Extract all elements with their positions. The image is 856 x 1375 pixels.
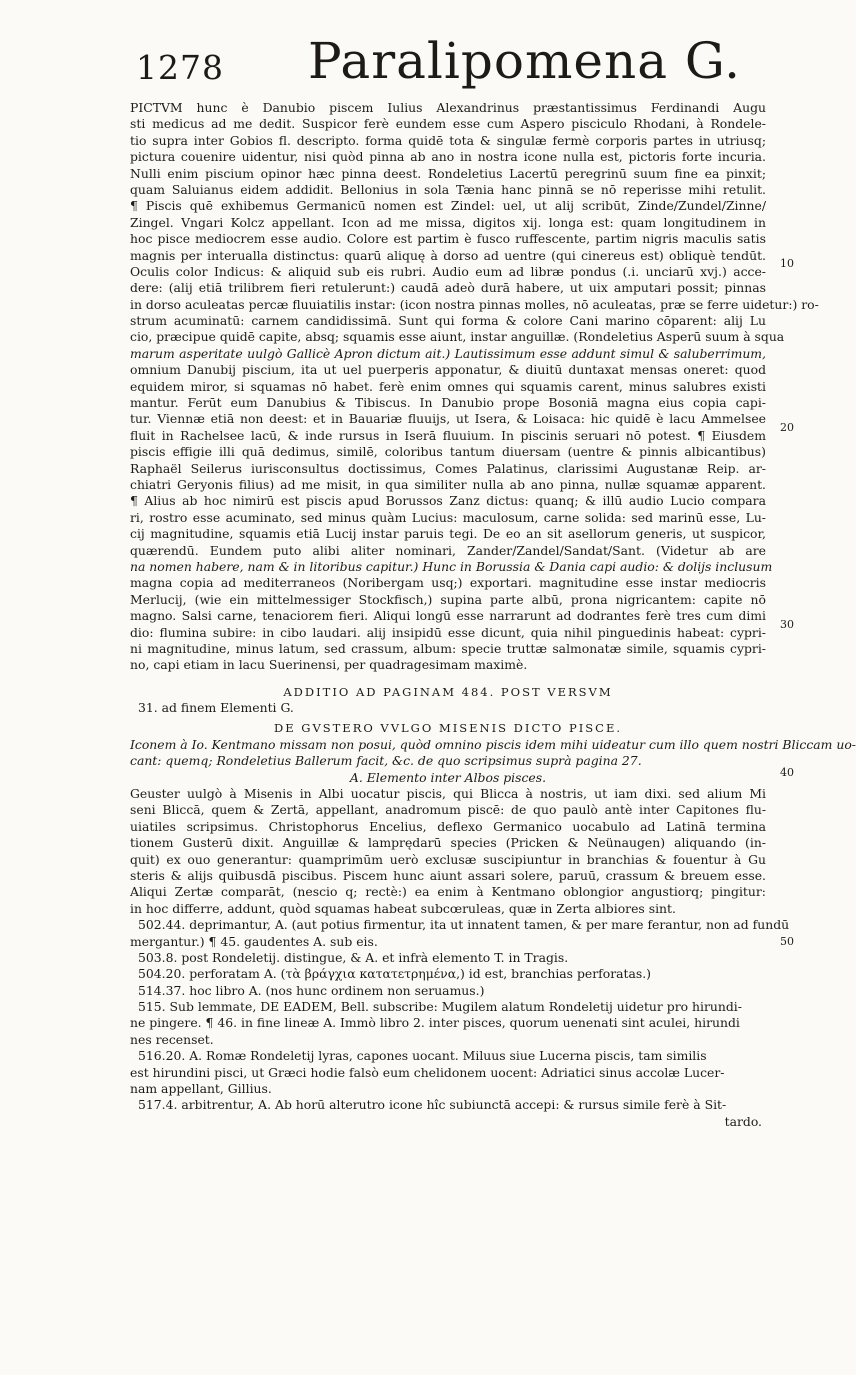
note-line: 515. Sub lemmate, DE EADEM, Bell. subscribe: Mugilem alatum Rondeletij uidetur pro hirundi- [138, 999, 742, 1015]
text-line: marum asperitate uulgò Gallicè Apron dictum ait.) Lautissimum esse addunt simul & saluberrimum, [130, 345, 766, 361]
text-line: tio supra inter Gobios fl. descripto. forma quidē tota & singulæ fermè corporis partes in utriusq; [130, 132, 766, 148]
text-line: magna copia ad mediterraneos (Noribergam usq;) exportari. magnitudine esse instar mediocris [130, 575, 766, 591]
page-number: 1278 [136, 48, 224, 87]
text-line: mantur. Ferūt eum Danubius & Tibiscus. In Danubio prope Bosoniā magna eius copia capi- [130, 395, 766, 411]
text-line: pictura couenire uidentur, nisi quòd pinna ab ano in nostra icone nulla est, pictoris forte incuria. [130, 149, 766, 165]
note-line: mergantur.) ¶ 45. gaudentes A. sub eis. [130, 933, 378, 949]
text-line: dere: (alij etiā trilibrem fieri retulerunt:) caudā adeò durā habere, ut uix amputari possit; pinnas [130, 280, 766, 296]
note-line: 504.20. perforatam A. (τὰ βράγχια κατατετρημένα,) id est, branchias perforatas.) [138, 966, 652, 982]
text-line: Geuster uulgò à Misenis in Albi uocatur piscis, qui Blicca à nostris, ut iam dixi. sed alium Mi [130, 786, 766, 802]
note-line: 516.20. A. Romæ Rondeletij lyras, capones uocant. Miluus siue Lucerna piscis, tam similis [138, 1048, 707, 1064]
margin-number: 40 [780, 766, 794, 779]
text-line: Zingel. Vngari Kolcz appellant. Icon ad me missa, digitos xij. longa est: quam longitudinem in [130, 214, 766, 230]
note-line: 503.8. post Rondeletij. distingue, & A. et infrà elemento T. in Tragis. [138, 949, 569, 965]
page-header [136, 32, 760, 98]
text-line: piscis effigie illi quā dedimus, similē, coloribus tantum diuersam (uentre & pinnis albicantibus) [130, 444, 766, 460]
text-line: ¶ Piscis quē exhibemus Germanicū nomen est Zindel: uel, ut alij scribūt, Zinde/Zundel/Zinne/ [130, 198, 766, 214]
text-line: Nulli enim piscium opinor hæc pinna deest. Rondeletius Lacertū peregrinū suum fine ea pinxit; [130, 165, 766, 181]
margin-number: 30 [780, 618, 794, 631]
text-line: quit) ex ouo generantur: quamprimūm uerò exclusæ suscipiuntur in branchias & fouentur à Gu [130, 851, 766, 867]
text-line: magnis per interualla distinctus: quarū aliquę à dorso ad uentre (qui cinereus est) obliquè tendūt. [130, 247, 766, 263]
margin-number: 10 [780, 257, 794, 270]
text-line: equidem miror, si squamas nō habet. ferè enim omnes qui squamis carent, minus salubres existi [130, 378, 766, 394]
text-line: steris & alijs quibusdā piscibus. Piscem hunc aiunt assari solere, paruū, crassum & breuem esse. [130, 867, 766, 883]
note-line: ne pingere. ¶ 46. in fine lineæ A. Immò libro 2. inter pisces, quorum uenenati sint aculei, hirundi [130, 1015, 740, 1031]
text-line: quam Saluianus eidem addidit. Bellonius in sola Tænia hanc pinnā se nō reperisse mihi retulit. [130, 181, 766, 197]
section-title: DE GVSTERO VVLGO MISENIS DICTO PISCE. [273, 721, 623, 736]
text-line: Aliqui Zertæ comparāt, (nescio q; rectè:) ea enim à Kentmano oblongior angustiorq; pingitur: [130, 884, 766, 900]
running-title: Paralipomena G. [308, 32, 741, 90]
text-line: strum acuminatū: carnem candidissimā. Sunt qui forma & colore Cani marino cōparent: alij Lu [130, 313, 766, 329]
margin-number: 20 [780, 421, 794, 434]
text-line: fluit in Rachelsee lacū, & inde rursus in Iserā fluuium. In piscinis seruari nō potest. ¶ Eiusdem [130, 427, 766, 443]
text-line: na nomen habere, nam & in litoribus capitur.) Hunc in Borussia & Dania capi audio: & dolijs inclusum [130, 558, 773, 574]
note-line: 514.37. hoc libro A. (nos hunc ordinem non seruamus.) [138, 982, 485, 998]
note-line: 502.44. deprimantur, A. (aut potius firmentur, ita ut innatent tamen, & per mare ferantur, non ad fundū [138, 917, 790, 933]
text-line: ¶ Alius ab hoc nimirū est piscis apud Borussos Zanz dictus: quanq; & illū audio Lucio compara [130, 493, 766, 509]
text-line: uiatiles scripsimus. Christophorus Encelius, deflexo Germanico uocabulo ad Latinā termina [130, 818, 766, 834]
text-line: Raphaël Seilerus iurisconsultus doctissimus, Comes Palatinus, clarissimi Augustanæ Reip. ar- [130, 460, 766, 476]
text-line: ni magnitudine, minus latum, sed crassum, album: specie truttæ salmonatæ simile, squamis cypri- [130, 640, 766, 656]
text-line: magno. Salsi carne, tenaciorem fieri. Aliqui longū esse narrarunt ad dodrantes ferè tres cum dimi [130, 608, 766, 624]
text-line: in hoc differre, addunt, quòd squamas habeat subcœruleas, quæ in Zerta albiores sint. [130, 900, 676, 916]
text-line: dio: flumina subire: in cibo laudari. alij insipidū esse dicunt, quia nihil pinguedinis habeat: cypri- [130, 624, 766, 640]
text-line: ri, rostro esse acuminato, sed minus quàm Lucius: maculosum, carne solida: sed marinū esse, Lu- [130, 509, 766, 525]
note-line: 517.4. arbitrentur, A. Ab horū alterutro icone hîc subiunctā accepi: & rursus simile ferè à Sit- [138, 1097, 727, 1113]
text-line: hoc pisce mediocrem esse audio. Colore est partim è fusco ruffescente, partim nigris maculis satis [130, 231, 766, 247]
text-line: tionem Gusterū dixit. Anguillæ & lamprędarū species (Pricken & Neünaugen) aliquando (in- [130, 835, 766, 851]
note-line: nam appellant, Gillius. [130, 1081, 272, 1097]
text-line: seni Bliccā, quem & Zertā, appellant, anadromum piscē: de quo paulò antè inter Capitones flu- [130, 802, 766, 818]
additio-subheading: 31. ad finem Elementi G. [138, 700, 294, 716]
note-line: tardo. [724, 1113, 762, 1129]
margin-number: 50 [780, 935, 794, 948]
text-line: no, capi etiam in lacu Suerinensi, per quadragesimam maximè. [130, 657, 528, 673]
text-line: quærendū. Eundem puto alibi aliter nominari, Zander/Zandel/Sandat/Sant. (Videtur ab are [130, 542, 766, 558]
text-line: cio, præcipue quidē capite, absq; squamis esse aiunt, instar anguillæ. (Rondeletius Asperū suum à squa [130, 329, 785, 345]
italic-note: A. Elemento inter Albos pisces. [349, 769, 547, 785]
text-line: omnium Danubij piscium, ita ut uel puerperis apponatur, & diuitū duntaxat mensas oneret: quod [130, 362, 766, 378]
text-line: Oculis color Indicus: & aliquid sub eis rubri. Audio eum ad libræ pondus (.i. unciarū xvj.) acce- [130, 263, 766, 279]
additio-heading: ADDITIO AD PAGINAM 484. POST VERSVM [283, 684, 613, 699]
text-line: PICTVM hunc è Danubio piscem Iulius Alexandrinus præstantissimus Ferdinandi Augu [130, 100, 766, 115]
text-line: in dorso aculeatas percæ fluuiatilis instar: (icon nostra pinnas molles, nō aculeatas, præ se ferre uidetur:) ro- [130, 296, 819, 312]
text-line: tur. Viennæ etiā non deest: et in Bauariæ fluuijs, ut Isera, & Loisaca: hic quidē è lacu Ammelsee [130, 411, 766, 427]
italic-note: cant: quemq; Rondeletius Ballerum facit, &c. de quo scripsimus suprà pagina 27. [130, 753, 642, 769]
text-line: sti medicus ad me dedit. Suspicor ferè eundem esse cum Aspero pisciculo Rhodani, à Rondele- [130, 116, 766, 132]
text-line: Merlucij, (wie ein mittelmessiger Stockfisch,) supina parte albū, prona nigricantem: capite nō [130, 591, 766, 607]
italic-note: Iconem à Io. Kentmano missam non posui, quòd omnino piscis idem mihi uideatur cum illo quem nostri Bliccam uo- [130, 736, 856, 752]
text-line: chiatri Geryonis filius) ad me misit, in qua similiter nulla ab ano pinna, nullæ squamæ apparent. [130, 476, 766, 492]
note-line: est hirundini pisci, ut Græci hodie falsò eum chelidonem uocent: Adriatici sinus accolæ Lucer- [130, 1064, 725, 1080]
text-line: cij magnitudine, squamis etiā Lucij instar paruis tegi. De eo an sit asellorum generis, ut suspicor, [130, 526, 766, 542]
note-line: nes recenset. [130, 1031, 214, 1047]
